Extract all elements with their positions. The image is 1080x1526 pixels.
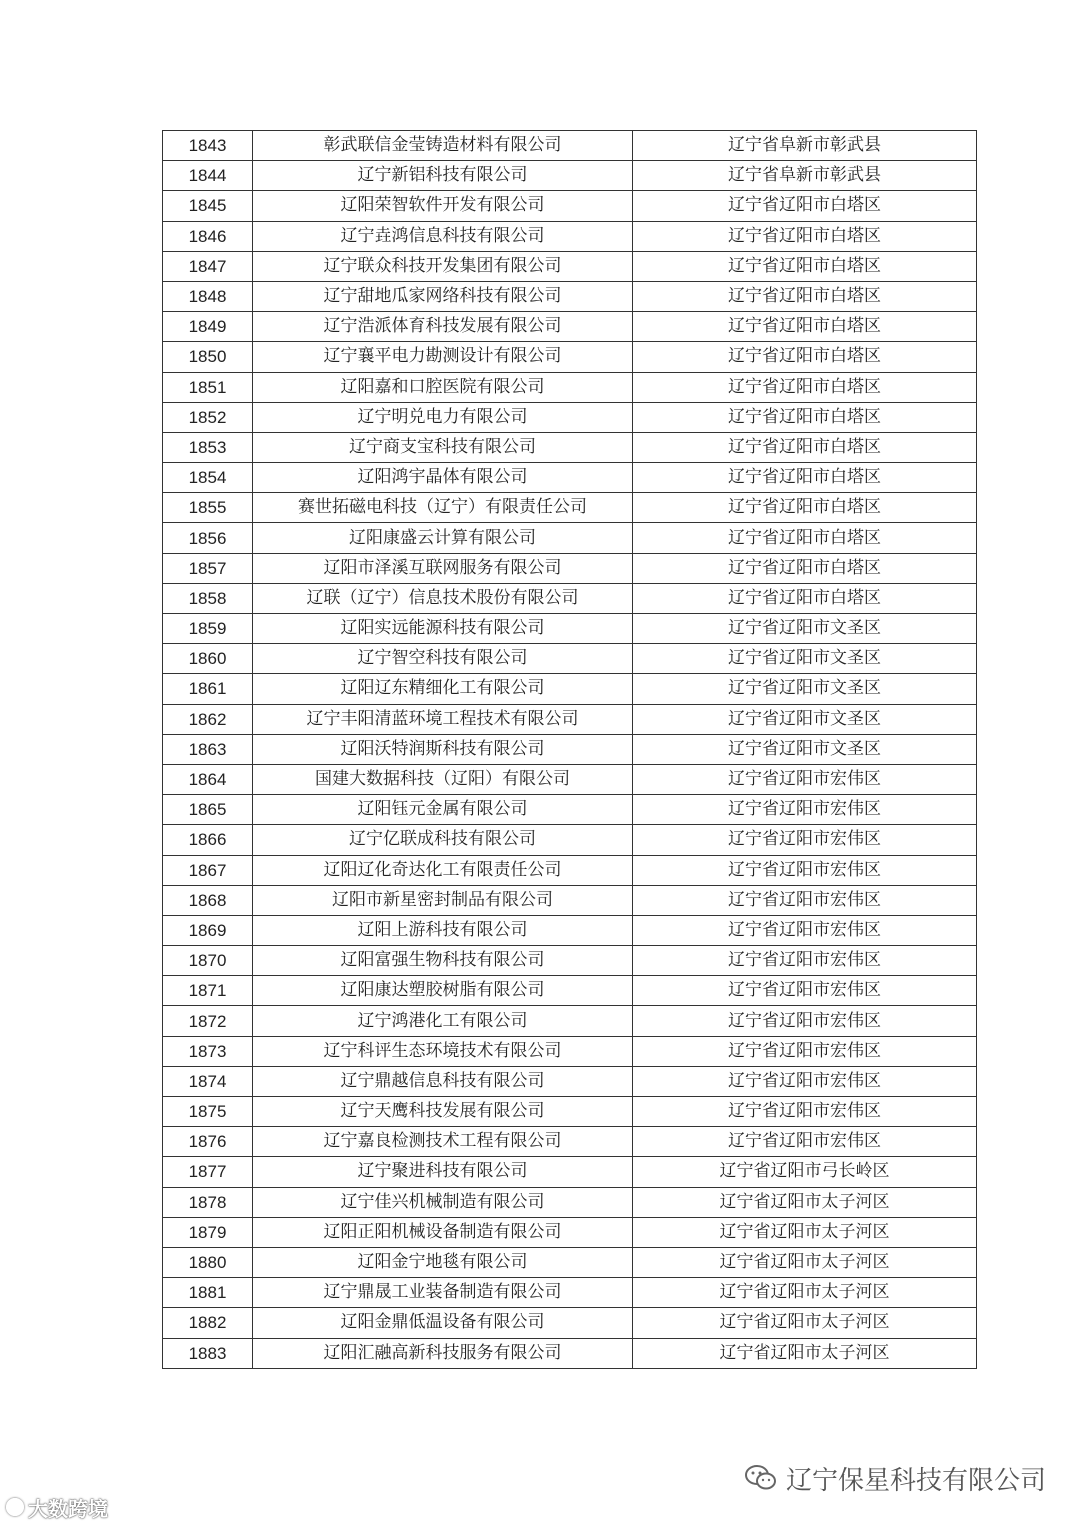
company-name: 彰武联信金莹铸造材料有限公司 <box>253 131 633 161</box>
company-name: 辽阳沃特润斯科技有限公司 <box>253 734 633 764</box>
row-number: 1858 <box>163 583 253 613</box>
row-number: 1860 <box>163 644 253 674</box>
company-name: 辽宁天鹰科技发展有限公司 <box>253 1097 633 1127</box>
table-row <box>163 855 977 885</box>
company-region: 辽宁省辽阳市宏伟区 <box>633 976 977 1006</box>
company-region: 辽宁省辽阳市文圣区 <box>633 644 977 674</box>
company-name: 辽宁佳兴机械制造有限公司 <box>253 1187 633 1217</box>
row-number: 1859 <box>163 614 253 644</box>
watermark-left <box>6 1492 108 1522</box>
row-number: 1857 <box>163 553 253 583</box>
table-row <box>163 1127 977 1157</box>
row-number: 1849 <box>163 312 253 342</box>
company-name: 辽宁联众科技开发集团有限公司 <box>253 251 633 281</box>
company-name: 辽阳金宁地毯有限公司 <box>253 1247 633 1277</box>
table-row <box>163 764 977 794</box>
company-region: 辽宁省辽阳市白塔区 <box>633 312 977 342</box>
company-region: 辽宁省辽阳市文圣区 <box>633 704 977 734</box>
table-row <box>163 583 977 613</box>
row-number: 1848 <box>163 281 253 311</box>
company-name: 辽阳荣智软件开发有限公司 <box>253 191 633 221</box>
company-name: 辽宁鼎越信息科技有限公司 <box>253 1066 633 1096</box>
table-row <box>163 1097 977 1127</box>
company-name: 辽宁聚进科技有限公司 <box>253 1157 633 1187</box>
company-name: 辽阳市泽溪互联网服务有限公司 <box>253 553 633 583</box>
table-row <box>163 432 977 462</box>
company-region: 辽宁省辽阳市白塔区 <box>633 523 977 553</box>
company-name: 辽宁丰阳清蓝环境工程技术有限公司 <box>253 704 633 734</box>
company-name: 国建大数据科技（辽阳）有限公司 <box>253 764 633 794</box>
company-name: 辽阳金鼎低温设备有限公司 <box>253 1308 633 1338</box>
company-region: 辽宁省辽阳市太子河区 <box>633 1217 977 1247</box>
company-name: 辽阳辽东精细化工有限公司 <box>253 674 633 704</box>
company-region: 辽宁省辽阳市宏伟区 <box>633 1036 977 1066</box>
company-name: 辽阳康盛云计算有限公司 <box>253 523 633 553</box>
company-region: 辽宁省辽阳市宏伟区 <box>633 795 977 825</box>
table-row <box>163 342 977 372</box>
table-row <box>163 1066 977 1096</box>
row-number: 1847 <box>163 251 253 281</box>
company-region: 辽宁省辽阳市白塔区 <box>633 342 977 372</box>
company-region: 辽宁省辽阳市宏伟区 <box>633 1097 977 1127</box>
company-name: 辽宁襄平电力勘测设计有限公司 <box>253 342 633 372</box>
company-name: 辽阳康达塑胶树脂有限公司 <box>253 976 633 1006</box>
row-number: 1865 <box>163 795 253 825</box>
company-name: 辽宁新铝科技有限公司 <box>253 161 633 191</box>
row-number: 1843 <box>163 131 253 161</box>
company-region: 辽宁省辽阳市白塔区 <box>633 191 977 221</box>
table-row <box>163 1308 977 1338</box>
company-region: 辽宁省辽阳市白塔区 <box>633 463 977 493</box>
company-region: 辽宁省辽阳市宏伟区 <box>633 885 977 915</box>
company-region: 辽宁省辽阳市白塔区 <box>633 372 977 402</box>
table-row <box>163 825 977 855</box>
table-row <box>163 372 977 402</box>
company-name: 辽宁科评生态环境技术有限公司 <box>253 1036 633 1066</box>
row-number: 1866 <box>163 825 253 855</box>
company-region: 辽宁省阜新市彰武县 <box>633 161 977 191</box>
table-row <box>163 523 977 553</box>
company-region: 辽宁省阜新市彰武县 <box>633 131 977 161</box>
table-row <box>163 161 977 191</box>
row-number: 1845 <box>163 191 253 221</box>
row-number: 1850 <box>163 342 253 372</box>
row-number: 1870 <box>163 946 253 976</box>
table-row <box>163 1217 977 1247</box>
company-name: 辽阳鸿宇晶体有限公司 <box>253 463 633 493</box>
company-name: 辽联（辽宁）信息技术股份有限公司 <box>253 583 633 613</box>
company-region: 辽宁省辽阳市太子河区 <box>633 1187 977 1217</box>
table-row <box>163 795 977 825</box>
company-name: 辽宁嘉良检测技术工程有限公司 <box>253 1127 633 1157</box>
company-name: 辽宁智空科技有限公司 <box>253 644 633 674</box>
company-region: 辽宁省辽阳市宏伟区 <box>633 946 977 976</box>
company-name: 辽宁浩派体育科技发展有限公司 <box>253 312 633 342</box>
company-region: 辽宁省辽阳市白塔区 <box>633 221 977 251</box>
company-name: 辽阳市新星密封制品有限公司 <box>253 885 633 915</box>
row-number: 1869 <box>163 915 253 945</box>
table-row <box>163 281 977 311</box>
row-number: 1867 <box>163 855 253 885</box>
table-row <box>163 674 977 704</box>
table-row <box>163 976 977 1006</box>
table-row <box>163 915 977 945</box>
table-row <box>163 885 977 915</box>
company-table <box>162 130 977 1369</box>
row-number: 1854 <box>163 463 253 493</box>
row-number: 1864 <box>163 764 253 794</box>
company-name: 辽阳汇融高新科技服务有限公司 <box>253 1338 633 1368</box>
row-number: 1851 <box>163 372 253 402</box>
wechat-icon <box>744 1464 778 1492</box>
table-row <box>163 644 977 674</box>
table-row <box>163 131 977 161</box>
company-name: 辽阳上游科技有限公司 <box>253 915 633 945</box>
ring-logo-icon <box>6 1498 24 1516</box>
company-name: 辽阳富强生物科技有限公司 <box>253 946 633 976</box>
row-number: 1863 <box>163 734 253 764</box>
company-name: 辽宁甜地瓜家网络科技有限公司 <box>253 281 633 311</box>
row-number: 1882 <box>163 1308 253 1338</box>
row-number: 1861 <box>163 674 253 704</box>
company-name: 辽阳正阳机械设备制造有限公司 <box>253 1217 633 1247</box>
company-region: 辽宁省辽阳市白塔区 <box>633 432 977 462</box>
company-region: 辽宁省辽阳市太子河区 <box>633 1247 977 1277</box>
row-number: 1876 <box>163 1127 253 1157</box>
company-name: 辽宁垚鸿信息科技有限公司 <box>253 221 633 251</box>
row-number: 1868 <box>163 885 253 915</box>
table-row <box>163 221 977 251</box>
row-number: 1856 <box>163 523 253 553</box>
watermark-right-text: 辽宁保星科技有限公司 <box>785 1465 1046 1496</box>
row-number: 1871 <box>163 976 253 1006</box>
company-name: 赛世拓磁电科技（辽宁）有限责任公司 <box>253 493 633 523</box>
company-region: 辽宁省辽阳市宏伟区 <box>633 825 977 855</box>
table-row <box>163 251 977 281</box>
row-number: 1862 <box>163 704 253 734</box>
company-region: 辽宁省辽阳市太子河区 <box>633 1278 977 1308</box>
company-region: 辽宁省辽阳市太子河区 <box>633 1338 977 1368</box>
company-name: 辽宁鼎晟工业装备制造有限公司 <box>253 1278 633 1308</box>
company-region: 辽宁省辽阳市文圣区 <box>633 674 977 704</box>
company-region: 辽宁省辽阳市白塔区 <box>633 281 977 311</box>
row-number: 1879 <box>163 1217 253 1247</box>
company-name: 辽宁明兑电力有限公司 <box>253 402 633 432</box>
row-number: 1852 <box>163 402 253 432</box>
table-row <box>163 1278 977 1308</box>
row-number: 1872 <box>163 1006 253 1036</box>
table-row <box>163 553 977 583</box>
row-number: 1855 <box>163 493 253 523</box>
watermark-right <box>744 1460 1046 1496</box>
table-row <box>163 1036 977 1066</box>
company-name: 辽阳实远能源科技有限公司 <box>253 614 633 644</box>
row-number: 1846 <box>163 221 253 251</box>
table-row <box>163 614 977 644</box>
company-region: 辽宁省辽阳市宏伟区 <box>633 1006 977 1036</box>
table-row <box>163 1247 977 1277</box>
company-region: 辽宁省辽阳市宏伟区 <box>633 1127 977 1157</box>
table-row <box>163 704 977 734</box>
company-region: 辽宁省辽阳市文圣区 <box>633 614 977 644</box>
row-number: 1875 <box>163 1097 253 1127</box>
company-region: 辽宁省辽阳市白塔区 <box>633 493 977 523</box>
table-row <box>163 1338 977 1368</box>
company-region: 辽宁省辽阳市宏伟区 <box>633 764 977 794</box>
row-number: 1877 <box>163 1157 253 1187</box>
table-row <box>163 191 977 221</box>
company-region: 辽宁省辽阳市白塔区 <box>633 251 977 281</box>
row-number: 1874 <box>163 1066 253 1096</box>
company-region: 辽宁省辽阳市白塔区 <box>633 402 977 432</box>
table-row <box>163 463 977 493</box>
company-region: 辽宁省辽阳市文圣区 <box>633 734 977 764</box>
table-row <box>163 1187 977 1217</box>
company-name: 辽宁鸿港化工有限公司 <box>253 1006 633 1036</box>
company-name: 辽宁商支宝科技有限公司 <box>253 432 633 462</box>
row-number: 1880 <box>163 1247 253 1277</box>
table-row <box>163 402 977 432</box>
company-name: 辽阳辽化奇达化工有限责任公司 <box>253 855 633 885</box>
watermark-left-text: 大数跨境 <box>28 1496 108 1521</box>
table-row <box>163 1006 977 1036</box>
row-number: 1853 <box>163 432 253 462</box>
table-row <box>163 734 977 764</box>
row-number: 1873 <box>163 1036 253 1066</box>
table-row <box>163 312 977 342</box>
company-region: 辽宁省辽阳市弓长岭区 <box>633 1157 977 1187</box>
table-row <box>163 493 977 523</box>
company-region: 辽宁省辽阳市太子河区 <box>633 1308 977 1338</box>
table-row <box>163 946 977 976</box>
row-number: 1844 <box>163 161 253 191</box>
row-number: 1881 <box>163 1278 253 1308</box>
company-region: 辽宁省辽阳市宏伟区 <box>633 915 977 945</box>
company-region: 辽宁省辽阳市宏伟区 <box>633 855 977 885</box>
company-region: 辽宁省辽阳市白塔区 <box>633 583 977 613</box>
company-name: 辽宁亿联成科技有限公司 <box>253 825 633 855</box>
company-table-body <box>163 131 977 1369</box>
company-region: 辽宁省辽阳市宏伟区 <box>633 1066 977 1096</box>
table-row <box>163 1157 977 1187</box>
company-name: 辽阳钰元金属有限公司 <box>253 795 633 825</box>
row-number: 1883 <box>163 1338 253 1368</box>
company-region: 辽宁省辽阳市白塔区 <box>633 553 977 583</box>
company-name: 辽阳嘉和口腔医院有限公司 <box>253 372 633 402</box>
row-number: 1878 <box>163 1187 253 1217</box>
